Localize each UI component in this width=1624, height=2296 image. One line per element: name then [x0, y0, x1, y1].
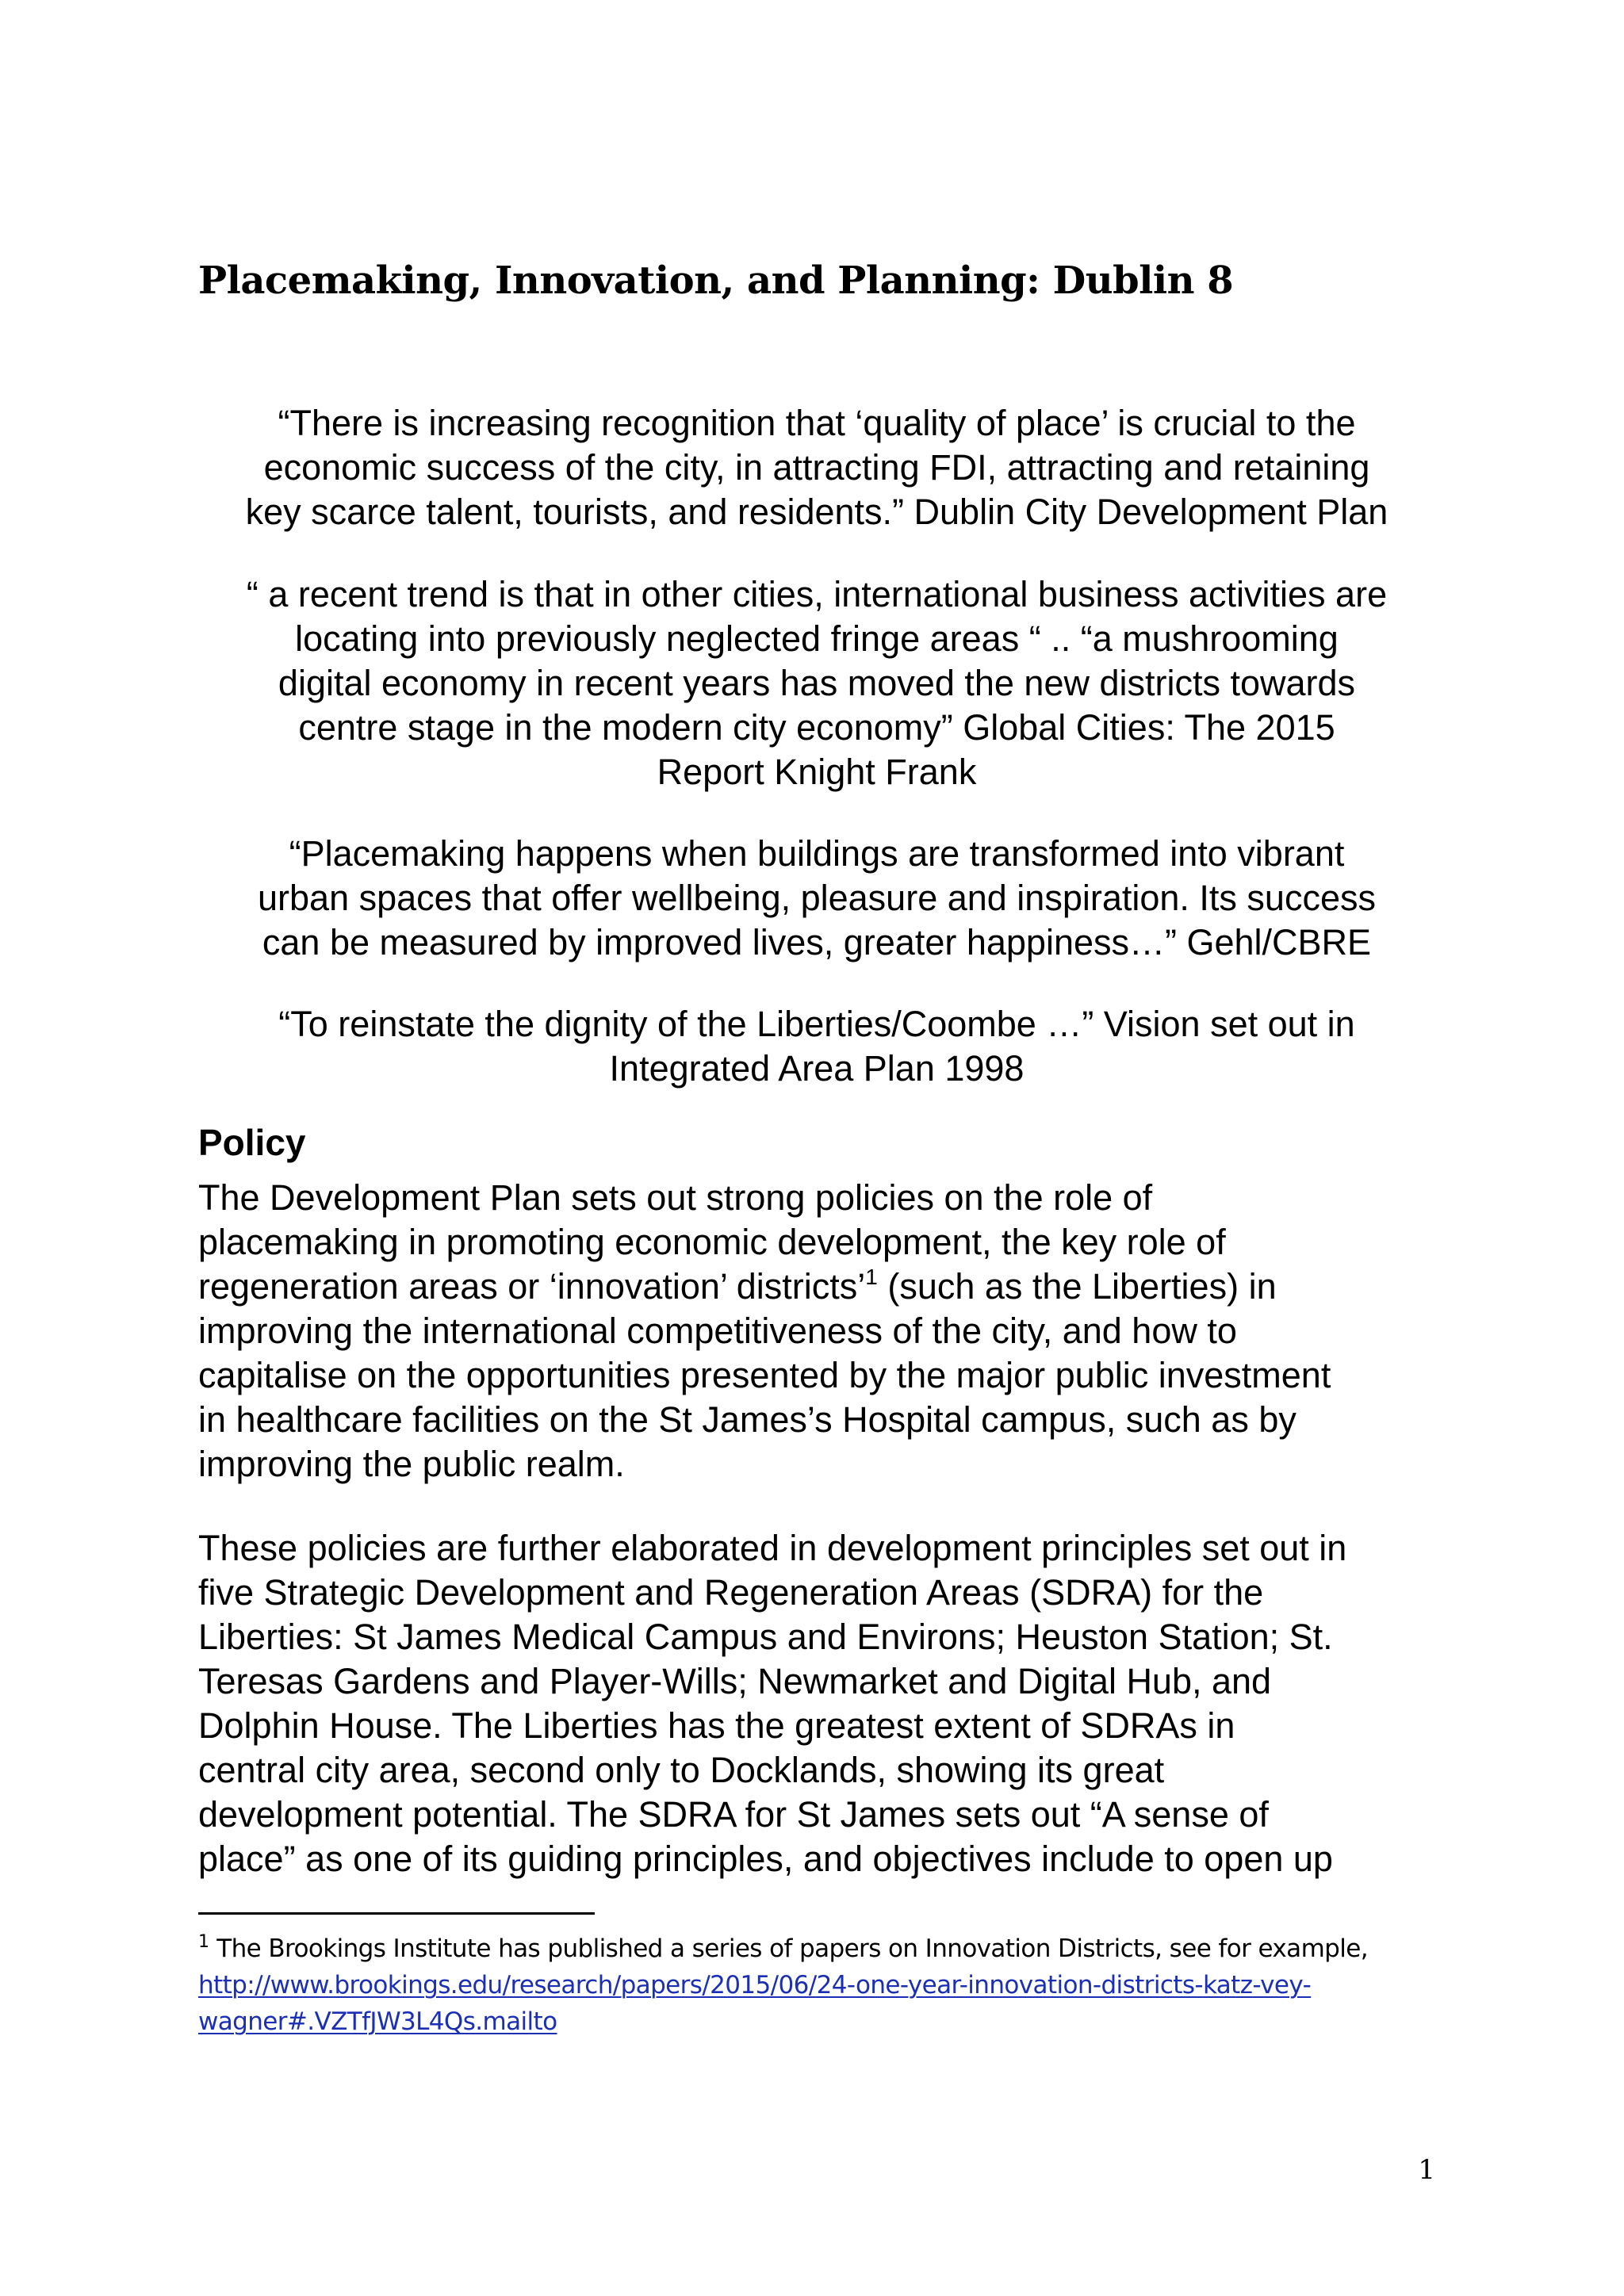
- quote-knight-frank: “ a recent trend is that in other cities, international business activities are locating into previously neglected fringe areas “ .. “a mushrooming digital economy in recent years has moved the new districts towards centre stage in the modern city economy” Global Cities: The 2015 Report Knight Frank: [246, 574, 1388, 792]
- paragraph-line: The Development Plan sets out strong policies on the role of: [198, 1177, 1153, 1218]
- paragraph-text: (such as the Liberties) in: [877, 1266, 1277, 1307]
- footnote-link-continued[interactable]: wagner#.VZTfJW3L4Qs.mailto: [198, 2007, 557, 2036]
- footnote-reference: 1: [865, 1265, 878, 1289]
- paragraph-line: These policies are further elaborated in development principles set out in: [198, 1528, 1347, 1568]
- paragraph-text: regeneration areas or ‘innovation’ districts’: [198, 1266, 866, 1307]
- paragraph-line: place” as one of its guiding principles, and objectives include to open up: [198, 1839, 1333, 1879]
- paragraph-line: capitalise on the opportunities presented by the major public investment: [198, 1355, 1331, 1395]
- quote-integrated-area-plan: “To reinstate the dignity of the Liberties/Coombe …” Vision set out in Integrated Area Plan 1998: [278, 1004, 1355, 1089]
- paragraph-line: Dolphin House. The Liberties has the greatest extent of SDRAs in: [198, 1705, 1235, 1746]
- paragraph-line: development potential. The SDRA for St James sets out “A sense of: [198, 1794, 1269, 1835]
- paragraph-line: improving the international competitiveness of the city, and how to: [198, 1311, 1237, 1351]
- section-heading-policy: Policy: [198, 1122, 306, 1164]
- footnote-line: [198, 1931, 1451, 1967]
- quote-dublin-city-plan: “There is increasing recognition that ‘quality of place’ is crucial to the economic success of the city, in attracting FDI, attracting and retaining key scarce talent, tourists, and residents.” Dublin City Development Plan: [245, 403, 1388, 532]
- quote-gehl-cbre: “Placemaking happens when buildings are transformed into vibrant urban spaces that offer wellbeing, pleasure and inspiration. Its success can be measured by improved lives, greater happiness…” Gehl/CBRE: [258, 833, 1376, 962]
- footnote-divider: [198, 1912, 595, 1915]
- paragraph-line: [198, 1265, 1451, 1309]
- footnote: [198, 1931, 1451, 2040]
- document-title: Placemaking, Innovation, and Planning: Dublin 8: [198, 258, 1234, 304]
- page-number: 1: [1418, 2154, 1435, 2186]
- paragraph-line: improving the public realm.: [198, 1444, 625, 1484]
- paragraph-line: Teresas Gardens and Player-Wills; Newmarket and Digital Hub, and: [198, 1661, 1272, 1701]
- paragraph-line: Liberties: St James Medical Campus and Environs; Heuston Station; St.: [198, 1617, 1333, 1657]
- footnote-link[interactable]: http://www.brookings.edu/research/papers/2015/06/24-one-year-innovation-districts-katz-vey-: [198, 1971, 1312, 1999]
- paragraph-development-plan: [198, 1176, 1451, 1487]
- paragraph-line: central city area, second only to Docklands, showing its great: [198, 1750, 1165, 1790]
- footnote-number: 1: [198, 1932, 209, 1952]
- paragraph-line: placemaking in promoting economic development, the key role of: [198, 1222, 1226, 1262]
- paragraph-line: in healthcare facilities on the St James’s Hospital campus, such as by: [198, 1399, 1297, 1440]
- footnote-text: The Brookings Institute has published a series of papers on Innovation Districts, see for example,: [209, 1934, 1368, 1963]
- paragraph-sdra: [198, 1526, 1451, 1881]
- paragraph-line: five Strategic Development and Regeneration Areas (SDRA) for the: [198, 1572, 1264, 1613]
